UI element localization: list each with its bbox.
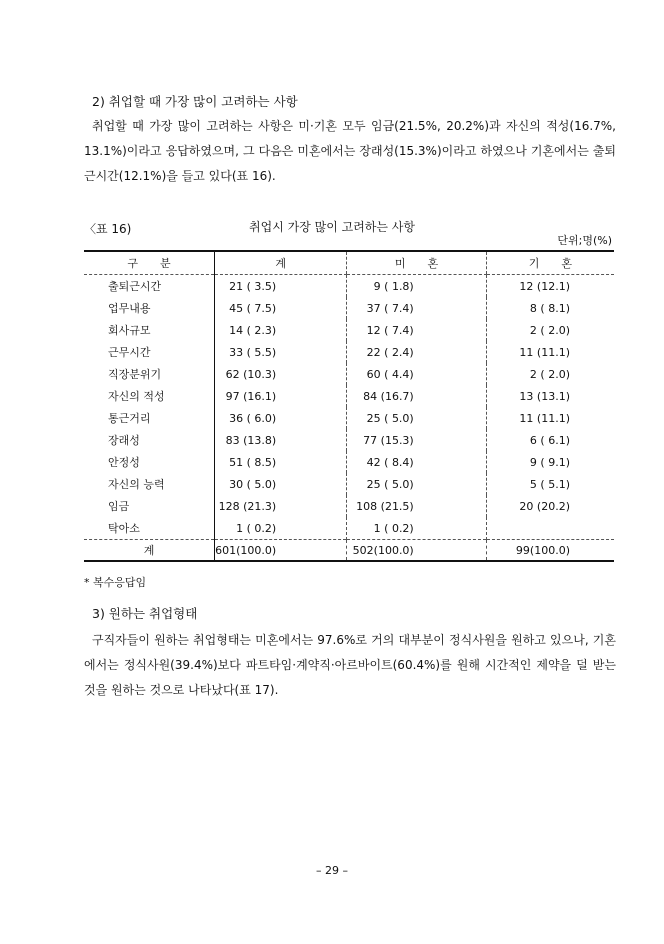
body-paragraph (84, 628, 616, 703)
cell-total: 601(100.0) (215, 540, 347, 562)
cell-total: 62 (10.3) (215, 363, 347, 385)
cell-unmarried: 9 ( 1.8) (347, 275, 487, 298)
table-row (84, 275, 614, 298)
cell-married: 12 (12.1) (486, 275, 614, 298)
total-row (84, 540, 614, 562)
cell-unmarried: 502(100.0) (347, 540, 487, 562)
section-heading: 3) 원하는 취업형태 (92, 606, 198, 621)
cell-unmarried: 84 (16.7) (347, 385, 487, 407)
cell-unmarried: 22 ( 2.4) (347, 341, 487, 363)
cell-total: 45 ( 7.5) (215, 297, 347, 319)
body-paragraph (84, 114, 616, 189)
table-reference: 〈표 16) (84, 222, 132, 236)
table-row (84, 495, 614, 517)
section-heading: 2) 취업할 때 가장 많이 고려하는 사항 (92, 94, 298, 109)
cell-unmarried: 77 (15.3) (347, 429, 487, 451)
cell-total: 36 ( 6.0) (215, 407, 347, 429)
cell-married: 11 (11.1) (486, 407, 614, 429)
cell-unmarried: 1 ( 0.2) (347, 517, 487, 540)
row-label: 자신의 적성 (108, 390, 165, 403)
cell-total: 1 ( 0.2) (215, 517, 347, 540)
cell-total: 33 ( 5.5) (215, 341, 347, 363)
cell-married: 20 (20.2) (486, 495, 614, 517)
table-row (84, 407, 614, 429)
table-row (84, 363, 614, 385)
cell-total: 83 (13.8) (215, 429, 347, 451)
table-row (84, 385, 614, 407)
cell-unmarried: 42 ( 8.4) (347, 451, 487, 473)
table-unit: 단위;명(%) (557, 234, 612, 247)
page-number: – 29 – (316, 864, 348, 877)
table-row (84, 517, 614, 540)
row-label: 장래성 (108, 434, 140, 447)
cell-total: 97 (16.1) (215, 385, 347, 407)
cell-unmarried: 60 ( 4.4) (347, 363, 487, 385)
table-row (84, 319, 614, 341)
paragraph-text: 취업할 때 가장 많이 고려하는 사항은 미·기혼 모두 임금(21.5%, 20.2%)과 자신의 적성(16.7%, 13.1%)이라고 응답하였으며, 그 다음은 미혼에서는 장래성(15.3%)이라고 하였으나 기혼에서는 출퇴근시간(12.1%)을 들고 있다(표 16). (84, 119, 616, 183)
row-label: 안정성 (108, 456, 140, 469)
cell-married: 99(100.0) (486, 540, 614, 562)
total-label: 계 (84, 540, 215, 562)
cell-total: 51 ( 8.5) (215, 451, 347, 473)
row-label: 근무시간 (108, 346, 151, 359)
cell-unmarried: 25 ( 5.0) (347, 473, 487, 495)
cell-unmarried: 12 ( 7.4) (347, 319, 487, 341)
header-unmarried: 미 혼 (347, 251, 487, 275)
cell-married: 9 ( 9.1) (486, 451, 614, 473)
cell-unmarried: 37 ( 7.4) (347, 297, 487, 319)
cell-married: 13 (13.1) (486, 385, 614, 407)
cell-total: 14 ( 2.3) (215, 319, 347, 341)
cell-married (486, 517, 614, 540)
cell-total: 30 ( 5.0) (215, 473, 347, 495)
row-label: 임금 (108, 500, 130, 513)
header-total: 계 (215, 251, 347, 275)
row-label: 자신의 능력 (108, 478, 165, 491)
table-row (84, 451, 614, 473)
data-table (84, 250, 614, 562)
header-category: 구 분 (84, 251, 215, 275)
header-row (84, 251, 614, 275)
cell-total: 128 (21.3) (215, 495, 347, 517)
row-label: 직장분위기 (108, 368, 162, 381)
table-row (84, 297, 614, 319)
row-label: 통근거리 (108, 412, 151, 425)
row-label: 회사규모 (108, 324, 151, 337)
cell-total: 21 ( 3.5) (215, 275, 347, 298)
table-row (84, 473, 614, 495)
cell-married: 8 ( 8.1) (486, 297, 614, 319)
cell-married: 2 ( 2.0) (486, 363, 614, 385)
table-title: 취업시 가장 많이 고려하는 사항 (249, 220, 415, 234)
footnote: * 복수응답임 (84, 576, 147, 589)
cell-married: 2 ( 2.0) (486, 319, 614, 341)
header-married: 기 혼 (486, 251, 614, 275)
row-label: 탁아소 (108, 522, 140, 535)
row-label: 출퇴근시간 (108, 280, 162, 293)
table-row (84, 429, 614, 451)
cell-married: 6 ( 6.1) (486, 429, 614, 451)
table-row (84, 341, 614, 363)
cell-unmarried: 25 ( 5.0) (347, 407, 487, 429)
cell-married: 11 (11.1) (486, 341, 614, 363)
cell-married: 5 ( 5.1) (486, 473, 614, 495)
paragraph-text: 구직자들이 원하는 취업형태는 미혼에서는 97.6%로 거의 대부분이 정식사원을 원하고 있으나, 기혼에서는 정식사원(39.4%)보다 파트타임·계약직·아르바이트(60.4%)를 원해 시간적인 제약을 덜 받는 것을 원하는 것으로 나타났다(표 17). (84, 633, 616, 697)
row-label: 업무내용 (108, 302, 151, 315)
cell-unmarried: 108 (21.5) (347, 495, 487, 517)
